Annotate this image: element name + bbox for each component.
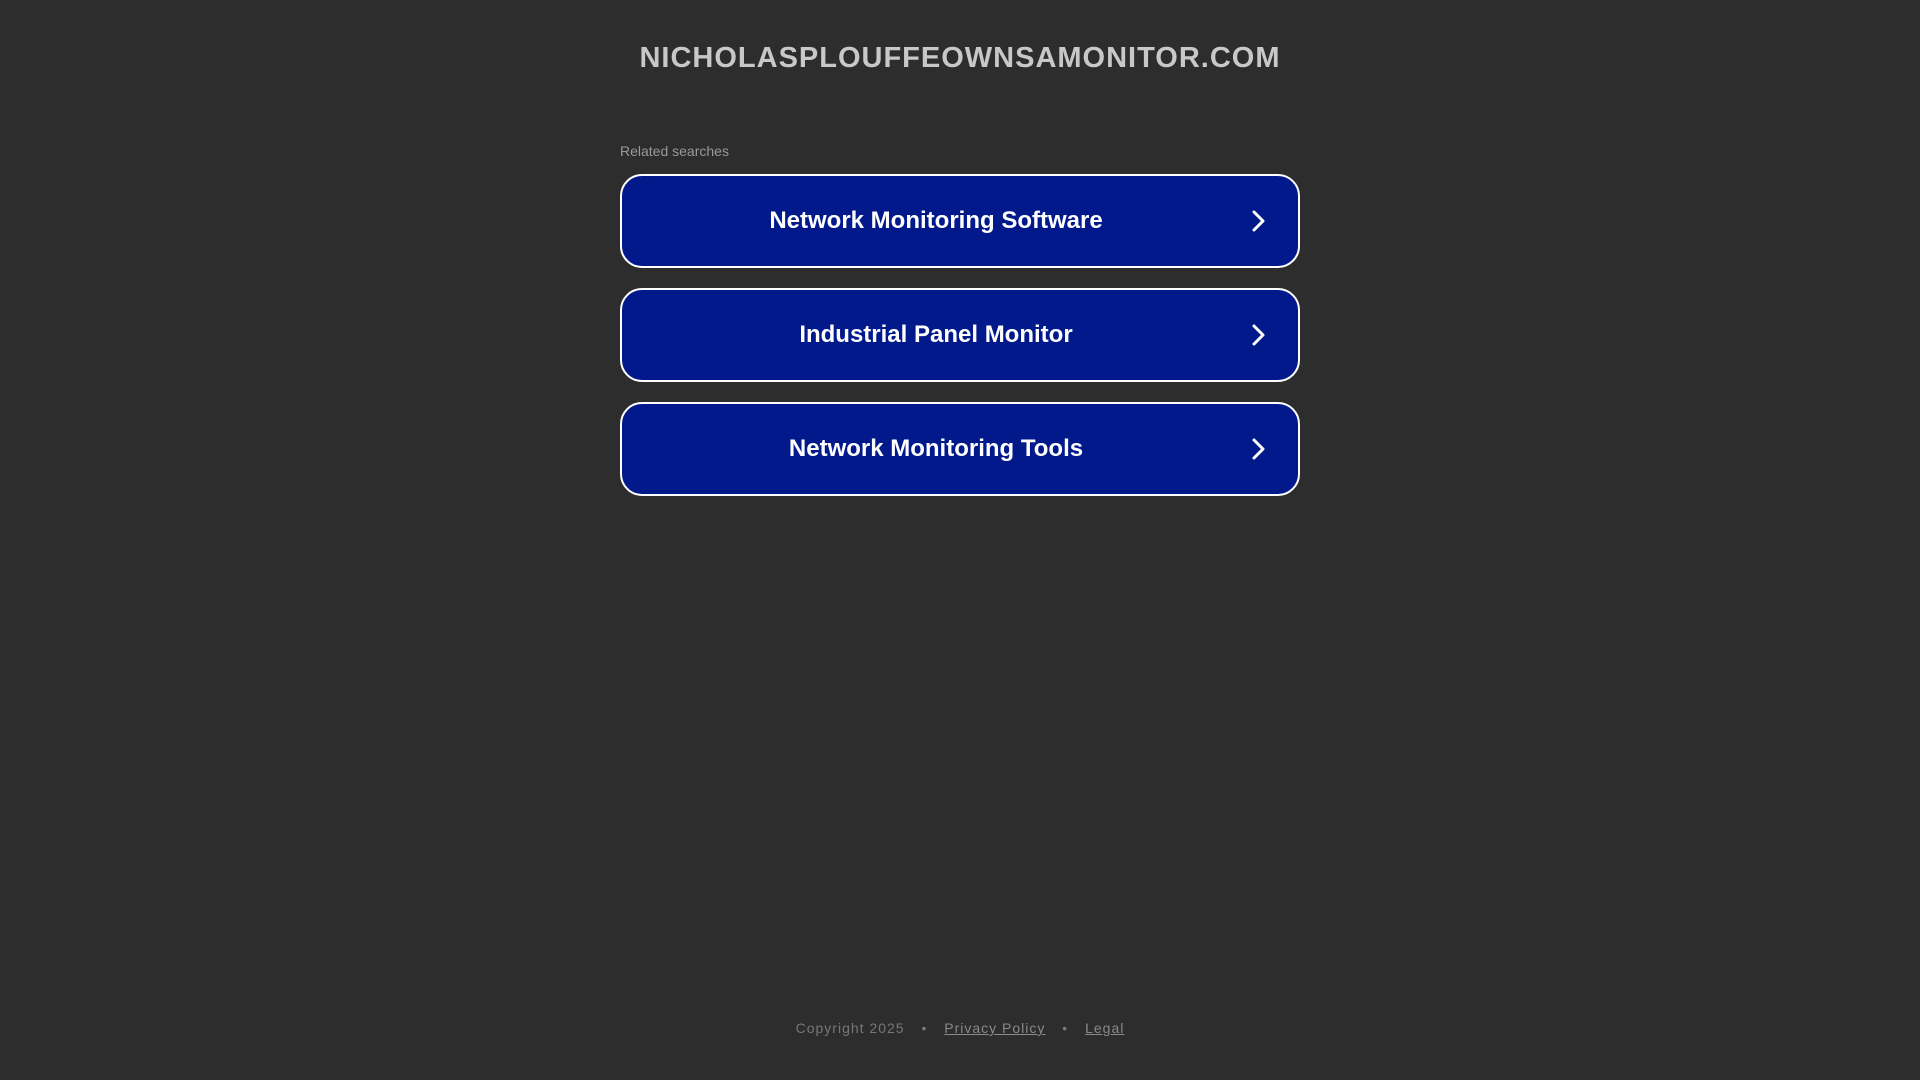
related-search-label: Industrial Panel Monitor [799, 321, 1073, 348]
chevron-right-icon [1246, 209, 1270, 233]
related-search-industrial-panel-monitor[interactable] [620, 288, 1300, 382]
legal-link[interactable]: Legal [1085, 1020, 1125, 1036]
related-searches-label: Related searches [620, 143, 729, 159]
related-searches-list [620, 174, 1300, 516]
domain-title: NICHOLASPLOUFFEOWNSAMONITOR.COM [639, 42, 1281, 74]
related-search-network-monitoring-software[interactable] [620, 174, 1300, 268]
footer [0, 1020, 1920, 1036]
footer-separator: • [1062, 1020, 1069, 1036]
footer-separator: • [921, 1020, 928, 1036]
chevron-right-icon [1246, 437, 1270, 461]
related-search-network-monitoring-tools[interactable] [620, 402, 1300, 496]
chevron-right-icon [1246, 323, 1270, 347]
privacy-policy-link[interactable]: Privacy Policy [944, 1020, 1046, 1036]
related-search-label: Network Monitoring Tools [788, 435, 1084, 462]
related-search-label: Network Monitoring Software [769, 207, 1103, 234]
copyright-text: Copyright 2025 [795, 1020, 905, 1036]
